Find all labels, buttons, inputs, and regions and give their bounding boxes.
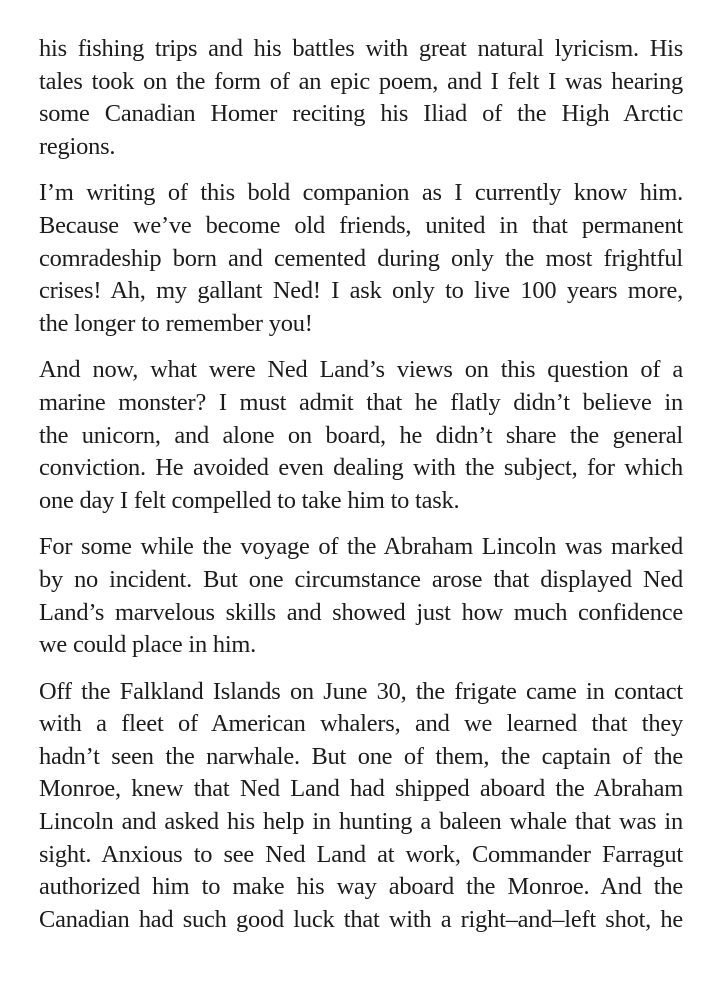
text-line: conviction. He avoided even dealing with the subject, for which: [39, 454, 683, 482]
paragraph-4: [39, 531, 683, 661]
text-line: we could place in him.: [39, 631, 257, 659]
text-line: his fishing trips and his battles with great natural lyricism. His: [39, 35, 683, 62]
text-line: one day I felt compelled to take him to task.: [39, 486, 460, 514]
text-line: some Canadian Homer reciting his Iliad of the High Arctic: [39, 100, 683, 128]
document-page: [39, 33, 683, 950]
paragraph-2: [39, 177, 683, 340]
text-line: And now, what were Ned Land’s views on this question of a: [39, 356, 683, 384]
paragraph-1: [39, 33, 683, 163]
text-line: Because we’ve become old friends, united in that permanent: [39, 211, 683, 239]
text-line: authorized him to make his way aboard the Monroe. And the: [39, 873, 683, 901]
text-line: comradeship born and cemented during only the most frightful: [39, 244, 683, 272]
text-line: tales took on the form of an epic poem, and I felt I was hearing: [39, 67, 683, 95]
text-line: Off the Falkland Islands on June 30, the frigate came in contact: [39, 677, 683, 705]
text-line: marine monster? I must admit that he flatly didn’t believe in: [39, 388, 683, 416]
text-line: Land’s marvelous skills and showed just how much confidence: [39, 598, 683, 626]
text-line: crises! Ah, my gallant Ned! I ask only to live 100 years more,: [39, 277, 683, 305]
text-line: For some while the voyage of the Abraham Lincoln was marked: [39, 533, 683, 561]
text-line: the unicorn, and alone on board, he didn’t share the general: [39, 421, 683, 449]
text-line: Canadian had such good luck that with a right–and–left shot, he: [39, 905, 683, 933]
text-line: Monroe, knew that Ned Land had shipped aboard the Abraham: [39, 775, 683, 803]
text-line: with a fleet of American whalers, and we learned that they: [39, 710, 683, 738]
text-line: Lincoln and asked his help in hunting a baleen whale that was in: [39, 808, 683, 836]
text-line: by no incident. But one circumstance arose that displayed Ned: [39, 565, 683, 593]
text-line: hadn’t seen the narwhale. But one of them, the captain of the: [39, 742, 683, 770]
text-line: I’m writing of this bold companion as I currently know him.: [39, 179, 683, 207]
text-line: regions.: [39, 132, 116, 160]
text-line: the longer to remember you!: [39, 309, 313, 337]
text-line: sight. Anxious to see Ned Land at work, Commander Farragut: [39, 840, 683, 868]
paragraph-5: [39, 676, 683, 937]
paragraph-3: [39, 354, 683, 517]
